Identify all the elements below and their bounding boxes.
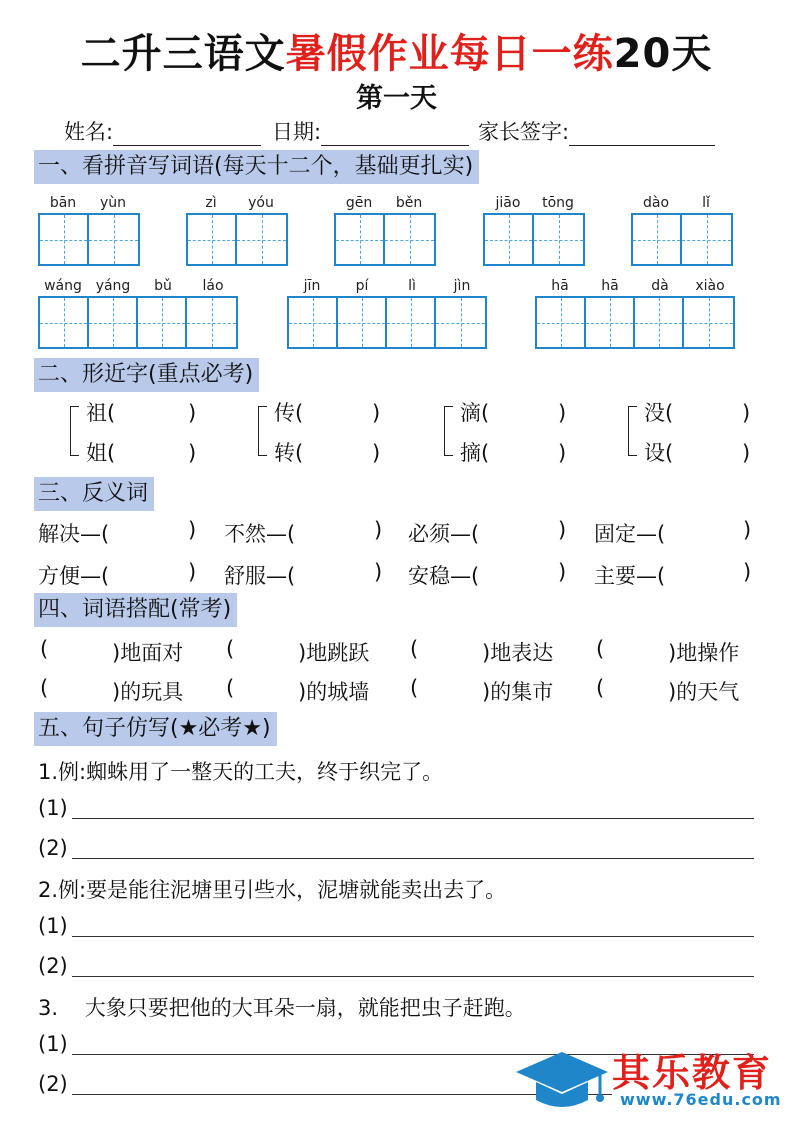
similar-char-top: 没( <box>644 401 674 425</box>
open-paren: ( <box>596 637 605 661</box>
collocation-item: )的玩具 <box>112 680 184 704</box>
sign-label: 家长签字: <box>478 120 570 144</box>
title-part-black: 二升三语文 <box>80 31 286 77</box>
writing-cell[interactable] <box>40 215 89 264</box>
section-heading-pinyin: 一、看拼音写词语(每天十二个，基础更扎实) <box>34 150 479 184</box>
pinyin-syllable: pí <box>355 278 369 294</box>
pinyin-syllable: yáng <box>95 278 131 294</box>
pinyin-syllable: bǔ <box>154 278 172 294</box>
writing-cell[interactable] <box>289 298 338 347</box>
similar-char-top: 传( <box>274 401 304 425</box>
collocation-item: )地表达 <box>482 641 554 665</box>
character-grid <box>334 213 436 266</box>
title-part-tail: 20天 <box>613 31 713 77</box>
character-grid <box>287 296 487 349</box>
close-paren: ) <box>374 560 383 584</box>
close-paren: ) <box>372 401 381 425</box>
similar-char-top: 滴( <box>460 401 490 425</box>
day-subtitle: 第一天 <box>356 83 437 114</box>
pinyin-row <box>38 278 238 294</box>
close-paren: ) <box>743 560 752 584</box>
parent-sign-field[interactable] <box>478 116 715 146</box>
section-heading-antonyms: 三、反义词 <box>34 477 154 511</box>
close-paren: ) <box>188 560 197 584</box>
writing-cell[interactable] <box>537 298 586 347</box>
pinyin-syllable: yùn <box>99 195 127 211</box>
open-paren: ( <box>226 637 235 661</box>
section-heading-similar-chars: 二、形近字(重点必考) <box>34 358 259 392</box>
section-heading-collocations: 四、词语搭配(常考) <box>34 593 237 627</box>
example-sentence-2: 2.例:要是能往泥塘里引些水，泥塘就能卖出去了。 <box>38 878 507 902</box>
writing-cell[interactable] <box>237 215 286 264</box>
pinyin-syllable: jìn <box>453 278 471 294</box>
character-grid <box>535 296 735 349</box>
close-paren: ) <box>188 441 197 465</box>
close-paren: ) <box>558 401 567 425</box>
character-grid <box>38 213 140 266</box>
antonym-item: 不然—( <box>224 522 296 546</box>
pinyin-row <box>631 195 731 211</box>
writing-cell[interactable] <box>89 215 138 264</box>
antonym-item: 舒服—( <box>224 564 296 588</box>
writing-cell[interactable] <box>684 298 733 347</box>
answer-line[interactable] <box>72 936 754 937</box>
pinyin-syllable: jiāo <box>495 195 521 211</box>
blank-label: (2) <box>38 836 68 860</box>
name-field[interactable] <box>64 116 261 146</box>
pinyin-row <box>186 195 286 211</box>
pinyin-syllable: dào <box>642 195 670 211</box>
answer-line[interactable] <box>72 818 754 819</box>
writing-cell[interactable] <box>387 298 436 347</box>
pinyin-syllable: láo <box>202 278 224 294</box>
collocation-item: )地操作 <box>668 641 740 665</box>
brand-name: 其乐教育 <box>612 1051 773 1095</box>
pinyin-row <box>483 195 583 211</box>
pinyin-row <box>334 195 434 211</box>
pinyin-syllable: wáng <box>44 278 82 294</box>
pinyin-row <box>535 278 735 294</box>
writing-cell[interactable] <box>187 298 236 347</box>
close-paren: ) <box>188 518 197 542</box>
title-part-red: 暑假作业每日一练 <box>285 31 614 77</box>
writing-cell[interactable] <box>485 215 534 264</box>
writing-cell[interactable] <box>188 215 237 264</box>
similar-char-bottom: 转( <box>274 441 304 465</box>
answer-line[interactable] <box>72 976 754 977</box>
similar-char-bottom: 姐( <box>86 441 116 465</box>
open-paren: ( <box>410 676 419 700</box>
close-paren: ) <box>374 518 383 542</box>
pinyin-syllable: dà <box>651 278 669 294</box>
bracket-mark <box>70 406 79 456</box>
blank-label: (1) <box>38 914 68 938</box>
pinyin-syllable: běn <box>395 195 423 211</box>
writing-cell[interactable] <box>534 215 583 264</box>
antonym-item: 固定—( <box>594 522 666 546</box>
similar-char-bottom: 摘( <box>460 441 490 465</box>
pinyin-row <box>38 195 138 211</box>
writing-cell[interactable] <box>436 298 485 347</box>
blank-label: (2) <box>38 954 68 978</box>
open-paren: ( <box>226 676 235 700</box>
writing-cell[interactable] <box>635 298 684 347</box>
bracket-mark <box>628 406 637 456</box>
writing-cell[interactable] <box>89 298 138 347</box>
character-grid <box>38 296 238 349</box>
pinyin-syllable: zì <box>205 195 217 211</box>
writing-cell[interactable] <box>338 298 387 347</box>
open-paren: ( <box>410 637 419 661</box>
date-label: 日期: <box>272 120 322 144</box>
pinyin-syllable: bān <box>49 195 77 211</box>
page-title <box>0 22 793 79</box>
writing-cell[interactable] <box>633 215 682 264</box>
pinyin-syllable: xiào <box>695 278 725 294</box>
pinyin-syllable: lì <box>408 278 416 294</box>
close-paren: ) <box>372 441 381 465</box>
blank-label: (2) <box>38 1072 68 1096</box>
answer-line[interactable] <box>72 858 754 859</box>
name-blank[interactable] <box>113 125 261 146</box>
collocation-item: )地面对 <box>112 641 184 665</box>
character-grid <box>483 213 585 266</box>
example-sentence-3: 3. 大象只要把他的大耳朵一扇，就能把虫子赶跑。 <box>38 996 526 1020</box>
brand-url: www.76edu.com <box>620 1090 782 1109</box>
graduation-cap-icon <box>514 1048 610 1118</box>
pinyin-syllable: tōng <box>542 195 574 211</box>
close-paren: ) <box>742 401 751 425</box>
close-paren: ) <box>558 560 567 584</box>
close-paren: ) <box>188 401 197 425</box>
collocation-item: )的城墙 <box>298 680 370 704</box>
bracket-mark <box>444 406 453 456</box>
character-grid <box>186 213 288 266</box>
writing-cell[interactable] <box>336 215 385 264</box>
open-paren: ( <box>40 637 49 661</box>
pinyin-syllable: gēn <box>345 195 373 211</box>
blank-label: (1) <box>38 796 68 820</box>
collocation-item: )地跳跃 <box>298 641 370 665</box>
antonym-item: 方便—( <box>38 564 110 588</box>
antonym-item: 主要—( <box>594 564 666 588</box>
bracket-mark <box>258 406 267 456</box>
sign-blank[interactable] <box>569 125 715 146</box>
section-heading-sentences: 五、句子仿写(★必考★) <box>34 712 277 746</box>
pinyin-syllable: hā <box>551 278 569 294</box>
close-paren: ) <box>558 441 567 465</box>
pinyin-syllable: jīn <box>303 278 321 294</box>
writing-cell[interactable] <box>138 298 187 347</box>
open-paren: ( <box>40 676 49 700</box>
writing-cell[interactable] <box>586 298 635 347</box>
writing-cell[interactable] <box>682 215 731 264</box>
similar-char-top: 祖( <box>86 401 116 425</box>
pinyin-syllable: lǐ <box>702 195 710 211</box>
antonym-item: 必须—( <box>408 522 480 546</box>
antonym-item: 安稳—( <box>408 564 480 588</box>
blank-label: (1) <box>38 1032 68 1056</box>
character-grid <box>631 213 733 266</box>
example-sentence-1: 1.例:蜘蛛用了一整天的工夫，终于织完了。 <box>38 760 444 784</box>
date-field[interactable] <box>272 116 469 146</box>
pinyin-syllable: hā <box>601 278 619 294</box>
writing-cell[interactable] <box>385 215 434 264</box>
writing-cell[interactable] <box>40 298 89 347</box>
collocation-item: )的集市 <box>482 680 554 704</box>
close-paren: ) <box>558 518 567 542</box>
open-paren: ( <box>596 676 605 700</box>
close-paren: ) <box>742 441 751 465</box>
similar-char-bottom: 设( <box>644 441 674 465</box>
collocation-item: )的天气 <box>668 680 740 704</box>
name-label: 姓名: <box>64 120 114 144</box>
date-blank[interactable] <box>321 125 469 146</box>
antonym-item: 解决—( <box>38 522 110 546</box>
pinyin-row <box>287 278 487 294</box>
close-paren: ) <box>743 518 752 542</box>
pinyin-syllable: yóu <box>248 195 274 211</box>
